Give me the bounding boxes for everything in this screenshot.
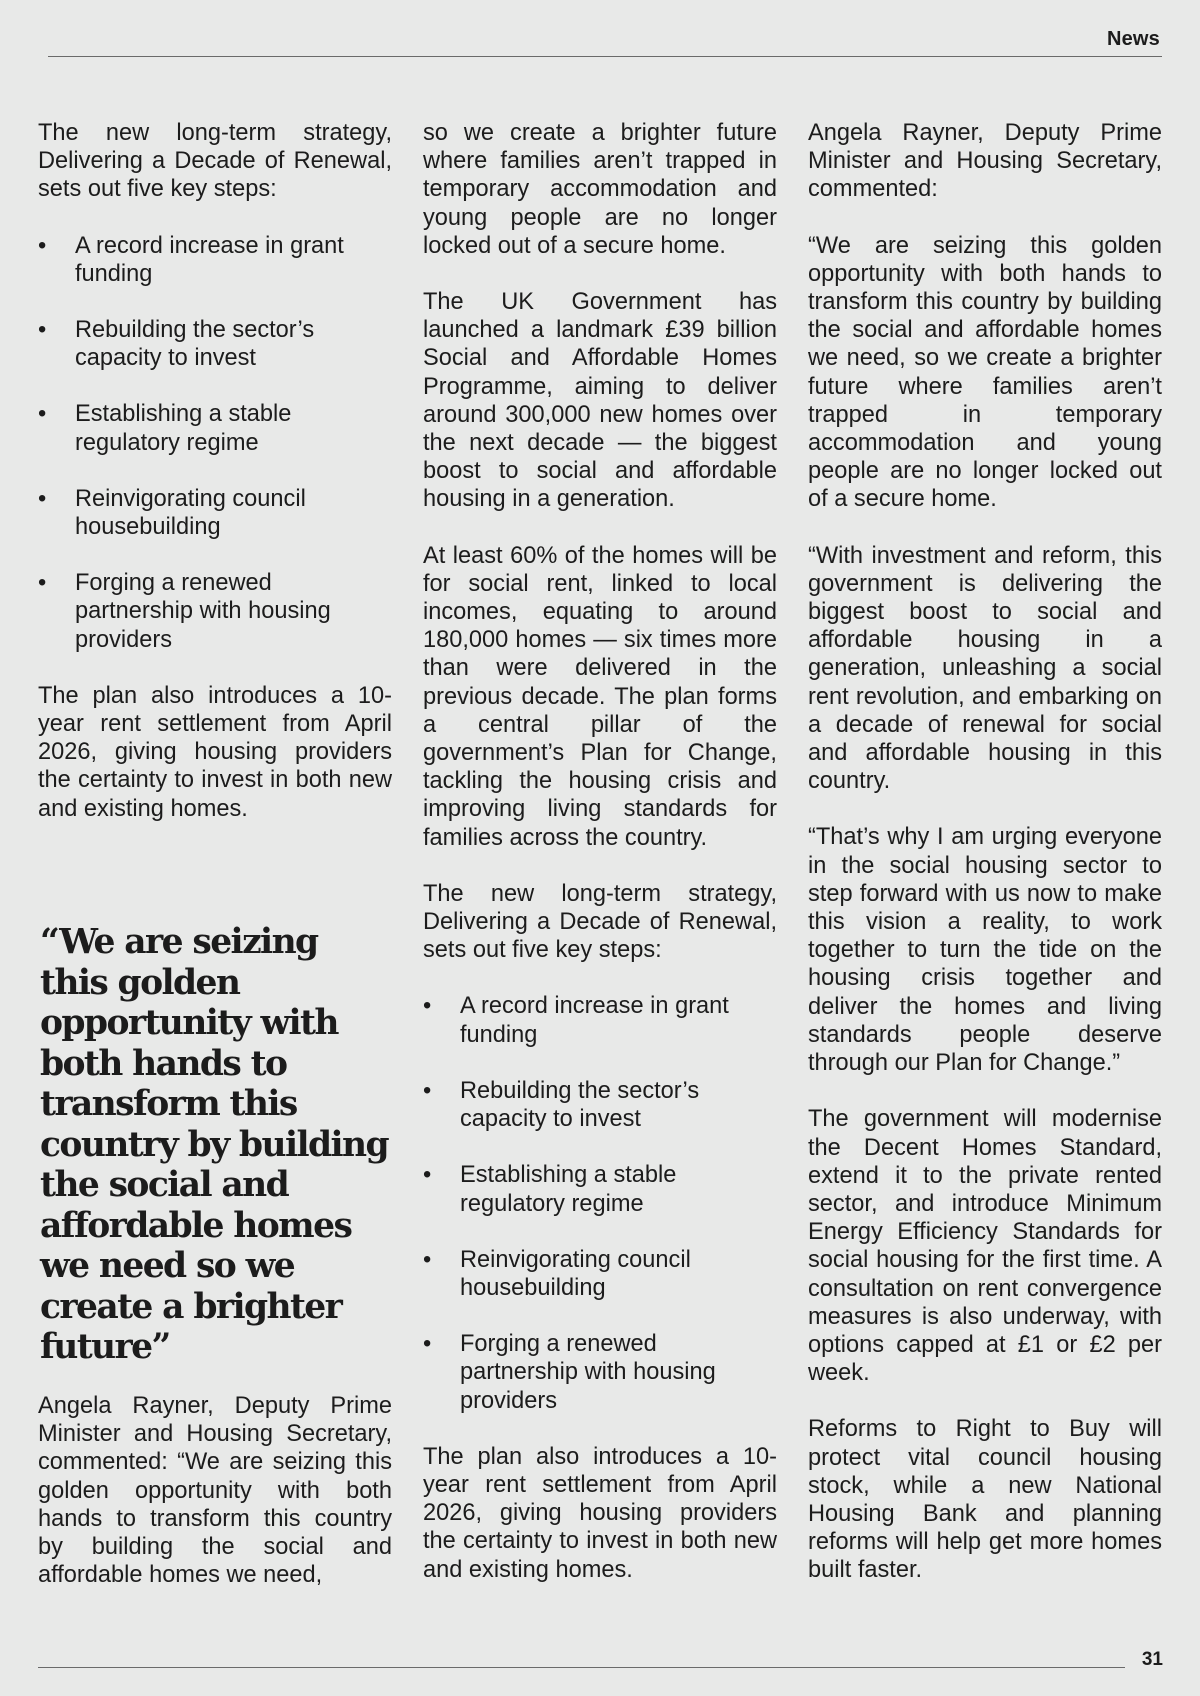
- quote-paragraph: “We are seizing this golden opportunity with both hands to transform this country by building the social and affordable homes we need, so we create a brighter future where families aren’t trapped in temporary accommodation and young people are no longer locked out of a secure home.: [808, 232, 1162, 513]
- decent-homes-paragraph: The government will modernise the Decent Homes Standard, extend it to the private rented sector, and introduce Minimum Energy Efficiency Standards for social housing for the first time. A consultation on rent convergence measures is also underway, with options capped at £1 or £2 per week.: [808, 1106, 1162, 1387]
- list-item: • Rebuilding the sector’s capacity to invest: [423, 1077, 777, 1133]
- list-item: • Establishing a stable regulatory regime: [423, 1161, 777, 1217]
- pull-quote: “We are seizing this golden opportunity with both hands to transform this country by building the social and affordable homes we need so we create a brighter future”: [40, 922, 388, 1367]
- programme-paragraph: The UK Government has launched a landmark £39 billion Social and Affordable Homes Programme, aiming to deliver around 300,000 new homes over the next decade — the biggest boost to social and affordable housing in a generation.: [423, 289, 777, 513]
- rent-settlement-paragraph: The plan also introduces a 10-year rent settlement from April 2026, giving housing providers the certainty to invest in both new and existing homes.: [423, 1443, 777, 1583]
- section-label: News: [1106, 28, 1160, 50]
- column-2: [423, 119, 777, 1612]
- header-divider: [48, 56, 1162, 57]
- list-item: • Establishing a stable regulatory regime: [38, 400, 392, 456]
- attribution-paragraph: Angela Rayner, Deputy Prime Minister and Housing Secretary, commented:: [808, 120, 1162, 203]
- page-number: 31: [1141, 1649, 1163, 1670]
- column-3: [808, 119, 1162, 1613]
- rent-settlement-paragraph: The plan also introduces a 10-year rent settlement from April 2026, giving housing providers the certainty to invest in both new and existing homes.: [38, 682, 392, 822]
- rayner-comment-paragraph: Angela Rayner, Deputy Prime Minister and Housing Secretary, commented: “We are seizing this golden opportunity with both hands to transform this country by building the social and affordable homes we need,: [38, 1393, 392, 1589]
- social-rent-paragraph: At least 60% of the homes will be for social rent, linked to local incomes, equating to around 180,000 homes — six times more than were delivered in the previous decade. The plan forms a central pillar of the government’s Plan for Change, tackling the housing crisis and improving living standards for families across the country.: [423, 542, 777, 851]
- quote-paragraph: “With investment and reform, this government is delivering the biggest boost to social and affordable housing in a generation, unleashing a social rent revolution, and embarking on a decade of renewal for social and affordable housing in this country.: [808, 542, 1162, 795]
- quote-paragraph: “That’s why I am urging everyone in the social housing sector to step forward with us now to make this vision a reality, to work together to turn the tide on the housing crisis together and deliver the homes and living standards people deserve through our Plan for Change.”: [808, 824, 1162, 1077]
- key-steps-list: [423, 992, 777, 1414]
- list-item: • Rebuilding the sector’s capacity to invest: [38, 316, 392, 372]
- list-item: • Forging a renewed partnership with housing providers: [38, 569, 392, 654]
- list-item: • Reinvigorating council housebuilding: [423, 1246, 777, 1302]
- strategy-intro: The new long-term strategy, Delivering a Decade of Renewal, sets out five key steps:: [38, 120, 392, 203]
- list-item: • Reinvigorating council housebuilding: [38, 485, 392, 541]
- list-item: • Forging a renewed partnership with housing providers: [423, 1330, 777, 1415]
- column-1: [38, 119, 392, 851]
- list-item: • A record increase in grant funding: [423, 992, 777, 1048]
- strategy-intro: The new long-term strategy, Delivering a Decade of Renewal, sets out five key steps:: [423, 880, 777, 964]
- key-steps-list: [38, 232, 392, 654]
- list-item: • A record increase in grant funding: [38, 232, 392, 288]
- quote-continuation: so we create a brighter future where families aren’t trapped in temporary accommodation and young people are no longer locked out of a secure home.: [423, 120, 777, 259]
- right-to-buy-paragraph: Reforms to Right to Buy will protect vital council housing stock, while a new National Housing Bank and planning reforms will help get more homes built faster.: [808, 1416, 1162, 1584]
- footer-divider: [38, 1667, 1125, 1668]
